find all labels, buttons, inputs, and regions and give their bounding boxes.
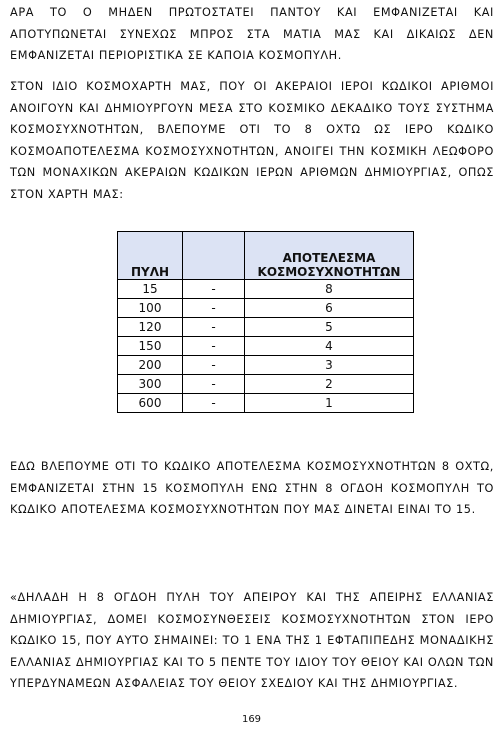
cell-result: 6 bbox=[245, 299, 414, 318]
table-row bbox=[118, 375, 414, 394]
cell-result: 2 bbox=[245, 375, 414, 394]
cell-gate: 15 bbox=[118, 280, 183, 299]
paragraph-1: ΑΡΑ ΤΟ Ο ΜΗΔΕΝ ΠΡΩΤΟΣΤΑΤΕΙ ΠΑΝΤΟΥ ΚΑΙ ΕΜΦΑΝΙΖΕΤΑΙ ΚΑΙ ΑΠΟΤΥΠΩΝΕΤΑΙ ΣΥΝΕΧΩΣ ΜΠΡΟΣ ΣΤΑ ΜΑΤΙΑ ΜΑΣ ΚΑΙ ΔΙΚΑΙΩΣ ΔΕΝ ΕΜΦΑΝΙΖΕΤΑΙ ΠΕΡΙΟΡΙΣΤΙΚΑ ΣΕ ΚΑΠΟΙΑ ΚΟΣΜΟΠΥΛΗ. bbox=[10, 6, 494, 62]
table-header-row bbox=[118, 232, 414, 280]
header-result: ΑΠΟΤΕΛΕΣΜΑ ΚΟΣΜΟΣΥΧΝΟΤΗΤΩΝ bbox=[245, 232, 414, 280]
cell-dash: - bbox=[183, 280, 245, 299]
table-row bbox=[118, 318, 414, 337]
cell-dash: - bbox=[183, 318, 245, 337]
cell-dash: - bbox=[183, 337, 245, 356]
paragraph-4: «ΔΗΛΑΔΗ Η 8 ΟΓΔΟΗ ΠΥΛΗ ΤΟΥ ΑΠΕΙΡΟΥ ΚΑΙ ΤΗΣ ΑΠΕΙΡΗΣ ΕΛΛΑΝΙΑΣ ΔΗΜΙΟΥΡΓΙΑΣ, ΔΟΜΕΙ ΚΟΣΜΟΣΥΝΘΕΣΕΙΣ ΚΟΣΜΟΣΥΧΝΟΤΗΤΩΝ ΣΤΟΝ ΙΕΡΟ ΚΩΔΙΚΟ 15, ΠΟΥ ΑΥΤΟ ΣΗΜΑΙΝΕΙ: ΤΟ 1 ΕΝΑ ΤΗΣ 1 ΕΦΤΑΠΙΠΕΔΗΣ ΜΟΝΑΔΙΚΗΣ ΕΛΛΑΝΙΑΣ ΔΗΜΙΟΥΡΓΙΑΣ ΚΑΙ ΤΟ 5 ΠΕΝΤΕ ΤΟΥ ΙΔΙΟΥ ΤΟΥ ΘΕΙΟΥ ΚΑΙ ΟΛΩΝ ΤΩΝ ΥΠΕΡΔΥΝΑΜΕΩΝ ΑΣΦΑΛΕΙΑΣ ΤΟΥ ΘΕΙΟΥ ΣΧΕΔΙΟΥ ΚΑΙ ΤΗΣ ΔΗΜΙΟΥΡΓΙΑΣ. bbox=[10, 591, 494, 690]
cell-gate: 300 bbox=[118, 375, 183, 394]
cell-dash: - bbox=[183, 356, 245, 375]
cell-gate: 100 bbox=[118, 299, 183, 318]
table-row bbox=[118, 356, 414, 375]
cell-result: 5 bbox=[245, 318, 414, 337]
table-row bbox=[118, 337, 414, 356]
cell-gate: 150 bbox=[118, 337, 183, 356]
page-number: 169 bbox=[241, 714, 262, 725]
cell-result: 3 bbox=[245, 356, 414, 375]
table-row bbox=[118, 394, 414, 413]
cell-result: 4 bbox=[245, 337, 414, 356]
cell-dash: - bbox=[183, 394, 245, 413]
header-separator bbox=[183, 232, 245, 280]
paragraph-3: ΕΔΩ ΒΛΕΠΟΥΜΕ ΟΤΙ ΤΟ ΚΩΔΙΚΟ ΑΠΟΤΕΛΕΣΜΑ ΚΟΣΜΟΣΥΧΝΟΤΗΤΩΝ 8 ΟΧΤΩ, ΕΜΦΑΝΙΖΕΤΑΙ ΣΤΗΝ 15 ΚΟΣΜΟΠΥΛΗ ΕΝΩ ΣΤΗΝ 8 ΟΓΔΟΗ ΚΟΣΜΟΠΥΛΗ ΤΟ ΚΩΔΙΚΟ ΑΠΟΤΕΛΕΣΜΑ ΚΟΣΜΟΣΥΧΝΟΤΗΤΩΝ ΠΟΥ ΜΑΣ ΔΙΝΕΤΑΙ ΕΙΝΑΙ ΤΟ 15. bbox=[10, 460, 494, 516]
table-row bbox=[118, 280, 414, 299]
cell-dash: - bbox=[183, 375, 245, 394]
header-gate: ΠΥΛΗ bbox=[118, 232, 183, 280]
cell-gate: 200 bbox=[118, 356, 183, 375]
gate-results-table bbox=[117, 231, 414, 413]
table-row bbox=[118, 299, 414, 318]
cell-result: 8 bbox=[245, 280, 414, 299]
paragraph-2: ΣΤΟΝ ΙΔΙΟ ΚΟΣΜΟΧΑΡΤΗ ΜΑΣ, ΠΟΥ ΟΙ ΑΚΕΡΑΙΟΙ ΙΕΡΟΙ ΚΩΔΙΚΟΙ ΑΡΙΘΜΟΙ ΑΝΟΙΓΟΥΝ ΚΑΙ ΔΗΜΙΟΥΡΓΟΥΝ ΜΕΣΑ ΣΤΟ ΚΟΣΜΙΚΟ ΔΕΚΑΔΙΚΟ ΤΟΥΣ ΣΥΣΤΗΜΑ ΚΟΣΜΟΣΥΧΝΟΤΗΤΩΝ, ΒΛΕΠΟΥΜΕ ΟΤΙ ΤΟ 8 ΟΧΤΩ ΩΣ ΙΕΡΟ ΚΩΔΙΚΟ ΚΟΣΜΟΑΠΟΤΕΛΕΣΜΑ ΚΟΣΜΟΣΥΧΝΟΤΗΤΩΝ, ΑΝΟΙΓΕΙ ΤΗΝ ΚΟΣΜΙΚΗ ΛΕΩΦΟΡΟ ΤΩΝ ΜΟΝΑΧΙΚΩΝ ΑΚΕΡΑΙΩΝ ΚΩΔΙΚΩΝ ΙΕΡΩΝ ΑΡΙΘΜΩΝ ΔΗΜΙΟΥΡΓΙΑΣ, ΟΠΩΣ ΣΤΟΝ ΧΑΡΤΗ ΜΑΣ: bbox=[10, 80, 494, 201]
cell-gate: 120 bbox=[118, 318, 183, 337]
cell-gate: 600 bbox=[118, 394, 183, 413]
cell-result: 1 bbox=[245, 394, 414, 413]
cell-dash: - bbox=[183, 299, 245, 318]
